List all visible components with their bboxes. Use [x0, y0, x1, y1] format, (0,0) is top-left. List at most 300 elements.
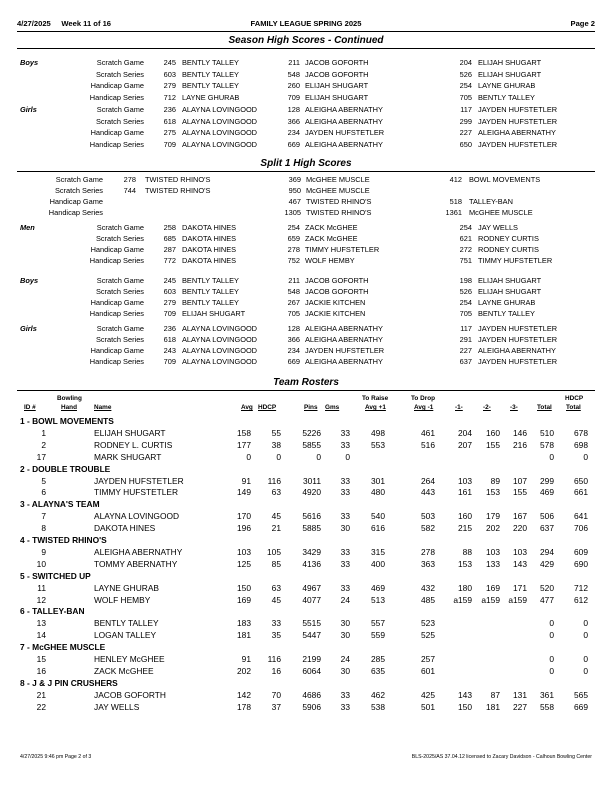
- second-team: McGHEE MUSCLE: [306, 186, 370, 195]
- third-name: BENTLY TALLEY: [478, 92, 535, 102]
- game-3: 103: [513, 546, 527, 557]
- third-name: RODNEY CURTIS: [478, 245, 539, 254]
- game-1: 204: [458, 427, 472, 438]
- second-name: JACOB GOFORTH: [305, 276, 369, 285]
- split-title: Split 1 High Scores: [260, 158, 352, 169]
- series-total: 361: [540, 689, 554, 700]
- category-label: Handicap Series: [89, 256, 144, 265]
- roster-row: [0, 666, 612, 678]
- game-2: 87: [490, 689, 500, 700]
- roster-row: [0, 523, 612, 535]
- bowler-average: 125: [237, 558, 251, 569]
- roster-row: [0, 618, 612, 630]
- first-score: 603: [163, 69, 176, 79]
- bowler-name: ALEIGHA ABERNATHY: [94, 546, 183, 557]
- to-drop-average: 525: [421, 630, 435, 641]
- category-label: Handicap Series: [89, 92, 144, 102]
- roster-row: [0, 428, 612, 440]
- game-1: a159: [453, 594, 472, 605]
- score-row: [0, 234, 612, 245]
- to-raise-average: 553: [371, 439, 385, 450]
- game-3: 131: [513, 689, 527, 700]
- bowler-games: 33: [340, 511, 350, 522]
- game-1: 161: [458, 487, 472, 498]
- bowler-average: 149: [237, 487, 251, 498]
- to-drop-average: 425: [421, 689, 435, 700]
- to-drop-average: 278: [421, 546, 435, 557]
- category-label: Scratch Game: [96, 58, 144, 67]
- bowler-handicap: 85: [271, 558, 281, 569]
- third-name: JAYDEN HUFSTETLER: [478, 116, 558, 126]
- category-label: Scratch Game: [96, 223, 144, 232]
- first-name: ALAYNA LOVINGOOD: [182, 105, 258, 114]
- second-name: TIMMY HUFSTETLER: [305, 245, 380, 254]
- second-name: ALEIGHA ABERNATHY: [305, 335, 383, 344]
- third-score: 117: [460, 105, 472, 114]
- third-name: ELIJAH SHUGART: [478, 287, 542, 296]
- game-1: 215: [458, 523, 472, 534]
- roster-row: [0, 440, 612, 452]
- second-score: 254: [287, 223, 300, 232]
- category-label: Handicap Series: [89, 357, 144, 366]
- to-raise-average: 469: [371, 582, 385, 593]
- bowler-id: 21: [36, 689, 46, 700]
- first-score: 618: [163, 116, 176, 126]
- roster-row: [0, 595, 612, 607]
- category-label: Handicap Game: [49, 197, 103, 206]
- handicap-total: 0: [583, 630, 588, 641]
- second-score: 709: [287, 92, 300, 102]
- bowler-pins: 5885: [302, 523, 321, 534]
- score-row: [0, 245, 612, 256]
- series-total: 299: [540, 475, 554, 486]
- group-label: Men: [20, 223, 35, 232]
- handicap-total: 712: [574, 582, 588, 593]
- handicap-total: 669: [574, 701, 588, 712]
- first-score: 275: [163, 128, 176, 137]
- header-week: Week 11 of 16: [61, 19, 112, 28]
- first-name: ALAYNA LOVINGOOD: [182, 357, 258, 366]
- first-score: 236: [163, 324, 176, 333]
- team-name: 3 - ALAYNA'S TEAM: [20, 499, 100, 510]
- bowler-pins: 2199: [302, 654, 321, 664]
- third-name: ELIJAH SHUGART: [478, 69, 542, 79]
- bowler-games: 30: [340, 665, 350, 676]
- first-name: BENTLY TALLEY: [182, 81, 239, 90]
- bowler-average: 150: [237, 582, 251, 593]
- second-name: ALEIGHA ABERNATHY: [305, 324, 383, 333]
- first-team: TWISTED RHINO'S: [145, 186, 211, 195]
- to-raise-average: 513: [371, 594, 385, 605]
- third-score: 204: [459, 58, 472, 67]
- handicap-total: 706: [574, 523, 588, 534]
- category-label: Scratch Series: [95, 116, 144, 126]
- first-name: ALAYNA LOVINGOOD: [182, 128, 258, 137]
- category-label: Scratch Game: [96, 276, 144, 285]
- bowler-pins: 6064: [302, 665, 321, 676]
- third-name: ALEIGHA ABERNATHY: [478, 346, 556, 355]
- second-name: ZACK McGHEE: [305, 234, 358, 243]
- hdr-name: Name: [94, 404, 112, 411]
- first-score: 744: [123, 186, 136, 195]
- bowler-id: 5: [41, 475, 46, 486]
- category-label: Handicap Game: [90, 298, 144, 307]
- series-total: 506: [540, 511, 554, 522]
- first-team: TWISTED RHINO'S: [145, 175, 211, 184]
- third-score: 650: [459, 139, 472, 149]
- first-name: ALAYNA LOVINGOOD: [182, 335, 258, 344]
- second-score: 366: [287, 116, 300, 126]
- second-score: 950: [288, 186, 301, 195]
- first-name: ALAYNA LOVINGOOD: [182, 324, 258, 333]
- bowler-id: 1: [41, 427, 46, 438]
- second-name: JACOB GOFORTH: [305, 58, 369, 67]
- first-score: 279: [163, 298, 176, 307]
- footer-right: BLS-2025/AS 37.04.12 licensed to Zacary Davidson - Calhoun Bowling Center: [411, 754, 592, 760]
- score-row: [0, 70, 612, 81]
- third-team: BOWL MOVEMENTS: [469, 175, 541, 184]
- bowler-games: 24: [340, 654, 350, 664]
- third-name: ELIJAH SHUGART: [478, 58, 542, 67]
- third-score: 518: [449, 197, 462, 206]
- second-score: 234: [287, 346, 300, 355]
- handicap-total: 661: [574, 487, 588, 498]
- first-name: ALAYNA LOVINGOOD: [182, 139, 258, 149]
- third-name: JAYDEN HUFSTETLER: [478, 335, 558, 344]
- series-total: 0: [549, 665, 554, 676]
- bowler-pins: 5906: [302, 701, 321, 712]
- hdr-hdcp-1: HDCP: [565, 395, 584, 402]
- handicap-total: 698: [574, 439, 588, 450]
- second-name: ALEIGHA ABERNATHY: [305, 357, 383, 366]
- header-rule: [17, 31, 595, 32]
- third-name: RODNEY CURTIS: [478, 234, 539, 243]
- bowler-handicap: 35: [271, 630, 281, 641]
- first-score: 287: [163, 245, 176, 254]
- bowler-average: 158: [237, 427, 251, 438]
- bowler-handicap: 45: [271, 511, 281, 522]
- group-label: Boys: [20, 58, 39, 67]
- first-score: 618: [163, 335, 176, 344]
- bowler-name: LAYNE GHURAB: [94, 582, 159, 593]
- to-raise-average: 400: [371, 558, 385, 569]
- game-1: 207: [458, 439, 472, 450]
- first-score: 243: [163, 346, 176, 355]
- game-1: 143: [458, 689, 472, 700]
- bowler-games: 33: [340, 582, 350, 593]
- roster-row: [0, 559, 612, 571]
- roster-row: [0, 547, 612, 559]
- game-3: 220: [513, 523, 527, 534]
- bowler-games: 33: [340, 701, 350, 712]
- third-score: 254: [459, 298, 472, 307]
- game-3: 227: [513, 701, 527, 712]
- bowler-id: 11: [37, 582, 46, 593]
- bowler-name: JAYDEN HUFSTETLER: [94, 475, 184, 486]
- first-name: DAKOTA HINES: [182, 223, 237, 232]
- hdr-pins: Pins: [304, 404, 318, 411]
- game-2: a159: [481, 594, 500, 605]
- to-drop-average: 501: [421, 701, 435, 712]
- second-score: 369: [288, 175, 301, 184]
- game-3: 143: [513, 558, 527, 569]
- bowler-name: TOMMY ABERNATHY: [94, 558, 178, 569]
- bowler-pins: 4136: [302, 558, 321, 569]
- bowler-pins: 5226: [302, 427, 321, 438]
- second-score: 267: [287, 298, 300, 307]
- team-name: 7 - McGHEE MUSCLE: [20, 642, 106, 653]
- to-drop-average: 443: [421, 487, 435, 498]
- third-team: TALLEY-BAN: [469, 197, 513, 206]
- bowler-games: 0: [345, 451, 350, 462]
- third-score: 227: [459, 346, 472, 355]
- bowler-average: 177: [237, 439, 251, 450]
- to-raise-average: 498: [371, 427, 385, 438]
- third-score: 526: [459, 287, 472, 296]
- team-name: 8 - J & J PIN CRUSHERS: [20, 677, 118, 688]
- hdr-bowling: Bowling: [57, 395, 82, 402]
- third-name: LAYNE GHURAB: [478, 81, 536, 90]
- series-total: 558: [540, 701, 554, 712]
- third-name: ALEIGHA ABERNATHY: [478, 128, 556, 137]
- second-score: 548: [287, 287, 300, 296]
- to-raise-average: 540: [371, 511, 385, 522]
- hdr-gms: Gms: [325, 404, 340, 411]
- score-row: [0, 298, 612, 309]
- category-label: Handicap Series: [89, 309, 144, 318]
- third-name: JAYDEN HUFSTETLER: [478, 105, 558, 114]
- bowler-games: 30: [340, 523, 350, 534]
- game-2: 169: [486, 582, 500, 593]
- bowler-handicap: 63: [271, 582, 281, 593]
- bowler-name: ELIJAH SHUGART: [94, 427, 166, 438]
- second-score: 548: [287, 69, 300, 79]
- handicap-total: 0: [583, 618, 588, 629]
- category-label: Handicap Series: [89, 139, 144, 149]
- second-score: 669: [287, 357, 300, 366]
- group-label: Girls: [20, 105, 37, 114]
- bowler-average: 103: [237, 546, 251, 557]
- handicap-total: 650: [574, 475, 588, 486]
- handicap-total: 609: [574, 546, 588, 557]
- third-name: BENTLY TALLEY: [478, 309, 535, 318]
- bowler-name: ZACK McGHEE: [94, 665, 154, 676]
- roster-row: [0, 583, 612, 595]
- bowler-name: JACOB GOFORTH: [94, 689, 166, 700]
- second-name: JACOB GOFORTH: [305, 69, 369, 79]
- group-label: Boys: [20, 276, 39, 285]
- second-score: 128: [287, 105, 300, 114]
- first-score: 258: [163, 223, 176, 232]
- hdr-avg: Avg: [241, 404, 253, 411]
- header-league: FAMILY LEAGUE SPRING 2025: [250, 19, 362, 28]
- bowler-games: 33: [340, 475, 350, 486]
- bowler-average: 91: [241, 654, 251, 664]
- first-name: LAYNE GHURAB: [182, 92, 240, 102]
- second-score: 211: [288, 58, 300, 67]
- page-header: [17, 19, 595, 30]
- roster-row: [0, 654, 612, 666]
- third-name: TIMMY HUFSTETLER: [478, 256, 553, 265]
- series-total: 578: [540, 439, 554, 450]
- category-label: Scratch Game: [96, 105, 144, 114]
- bowler-name: RODNEY L. CURTIS: [94, 439, 173, 450]
- score-row: [0, 105, 612, 116]
- season-title: Season High Scores - Continued: [228, 35, 384, 46]
- roster-title: Team Rosters: [273, 377, 339, 388]
- first-score: 685: [163, 234, 176, 243]
- score-row: [0, 128, 612, 139]
- second-name: WOLF HEMBY: [305, 256, 355, 265]
- handicap-total: 641: [574, 511, 588, 522]
- second-score: 278: [287, 245, 300, 254]
- second-name: JACKIE KITCHEN: [305, 298, 366, 307]
- to-raise-average: 285: [371, 654, 385, 664]
- group-label: Girls: [20, 324, 37, 333]
- to-raise-average: 462: [371, 689, 385, 700]
- to-drop-average: 363: [421, 558, 435, 569]
- score-row: [0, 276, 612, 287]
- roster-row: [0, 511, 612, 523]
- bowler-id: 17: [36, 451, 46, 462]
- first-name: ALAYNA LOVINGOOD: [182, 116, 258, 126]
- bowler-games: 30: [340, 630, 350, 641]
- to-drop-average: 461: [421, 427, 435, 438]
- bowler-id: 15: [36, 654, 46, 664]
- game-3: 167: [513, 511, 527, 522]
- to-drop-average: 257: [421, 654, 435, 664]
- bowler-average: 181: [237, 630, 251, 641]
- handicap-total: 565: [574, 689, 588, 700]
- team-score-row: [0, 197, 612, 208]
- third-score: 198: [459, 276, 472, 285]
- second-score: 752: [287, 256, 300, 265]
- first-name: BENTLY TALLEY: [182, 287, 239, 296]
- game-3: 107: [513, 475, 527, 486]
- handicap-total: 0: [583, 665, 588, 676]
- series-total: 0: [549, 618, 554, 629]
- to-drop-average: 485: [421, 594, 435, 605]
- second-team: McGHEE MUSCLE: [306, 175, 370, 184]
- hdr-raise-1: To Raise: [362, 395, 389, 402]
- score-row: [0, 81, 612, 92]
- hdr-drop-1: To Drop: [411, 395, 436, 402]
- third-score: 117: [460, 324, 472, 333]
- bowler-handicap: 70: [271, 689, 281, 700]
- series-total: 429: [540, 558, 554, 569]
- third-score: 299: [459, 116, 472, 126]
- game-2: 103: [486, 546, 500, 557]
- bowler-name: JAY WELLS: [94, 701, 140, 712]
- score-row: [0, 58, 612, 69]
- third-score: 526: [459, 69, 472, 79]
- hdr-hdcp: HDCP: [258, 404, 277, 411]
- first-score: 279: [163, 81, 176, 90]
- category-label: Handicap Game: [90, 128, 144, 137]
- bowler-games: 24: [340, 594, 350, 605]
- bowler-handicap: 21: [271, 523, 281, 534]
- handicap-total: 690: [574, 558, 588, 569]
- third-name: JAYDEN HUFSTETLER: [478, 357, 558, 366]
- second-score: 234: [287, 128, 300, 137]
- first-name: ALAYNA LOVINGOOD: [182, 346, 258, 355]
- bowler-games: 33: [340, 427, 350, 438]
- score-row: [0, 324, 612, 335]
- game-3: 216: [513, 439, 527, 450]
- game-2: 179: [486, 511, 500, 522]
- second-name: ALEIGHA ABERNATHY: [305, 105, 383, 114]
- bowler-name: WOLF HEMBY: [94, 594, 151, 605]
- game-2: 153: [486, 487, 500, 498]
- game-2: 155: [486, 439, 500, 450]
- series-total: 0: [549, 630, 554, 641]
- third-score: 705: [459, 92, 472, 102]
- game-1: 153: [458, 558, 472, 569]
- to-drop-average: 601: [421, 665, 435, 676]
- to-drop-average: 582: [421, 523, 435, 534]
- third-score: 272: [459, 245, 472, 254]
- bowler-games: 33: [340, 558, 350, 569]
- bowler-name: MARK SHUGART: [94, 451, 162, 462]
- third-name: JAYDEN HUFSTETLER: [478, 324, 558, 333]
- first-score: 603: [163, 287, 176, 296]
- to-raise-average: 480: [371, 487, 385, 498]
- handicap-total: 612: [574, 594, 588, 605]
- second-score: 366: [287, 335, 300, 344]
- bowler-pins: 4920: [302, 487, 321, 498]
- to-drop-average: 503: [421, 511, 435, 522]
- score-row: [0, 309, 612, 320]
- hdr-game-3: -3-: [510, 404, 518, 411]
- to-raise-average: 616: [371, 523, 385, 534]
- first-name: DAKOTA HINES: [182, 245, 237, 254]
- second-score: 659: [287, 234, 300, 243]
- hdr-id: ID #: [24, 404, 36, 411]
- bowler-pins: 5447: [302, 630, 321, 641]
- second-score: 211: [288, 276, 300, 285]
- to-raise-average: 315: [371, 546, 385, 557]
- first-name: BENTLY TALLEY: [182, 69, 239, 79]
- split-rule: [17, 171, 595, 172]
- hdr-hdcp-total: Total: [566, 404, 581, 411]
- bowler-handicap: 45: [271, 594, 281, 605]
- score-row: [0, 287, 612, 298]
- team-score-row: [0, 186, 612, 197]
- category-label: Scratch Series: [54, 186, 103, 195]
- second-name: ALEIGHA ABERNATHY: [305, 116, 383, 126]
- bowler-id: 6: [41, 487, 46, 498]
- bowler-pins: 0: [316, 451, 321, 462]
- bowler-name: LOGAN TALLEY: [94, 630, 157, 641]
- first-score: 709: [163, 139, 176, 149]
- hdr-drop-2: Avg -1: [414, 404, 434, 411]
- bowler-handicap: 16: [271, 665, 281, 676]
- second-score: 669: [287, 139, 300, 149]
- bowler-average: 0: [246, 451, 251, 462]
- second-score: 260: [287, 81, 300, 90]
- header-date: 4/27/2025: [17, 19, 51, 28]
- hdr-total: Total: [537, 404, 552, 411]
- category-label: Scratch Game: [96, 324, 144, 333]
- second-team: TWISTED RHINO'S: [306, 197, 372, 206]
- bowler-pins: 5616: [302, 511, 321, 522]
- handicap-total: 678: [574, 427, 588, 438]
- to-raise-average: 301: [371, 475, 385, 486]
- bowler-handicap: 38: [271, 439, 281, 450]
- first-score: 245: [163, 58, 176, 67]
- hdr-raise-2: Avg +1: [365, 404, 386, 411]
- to-raise-average: 557: [371, 618, 385, 629]
